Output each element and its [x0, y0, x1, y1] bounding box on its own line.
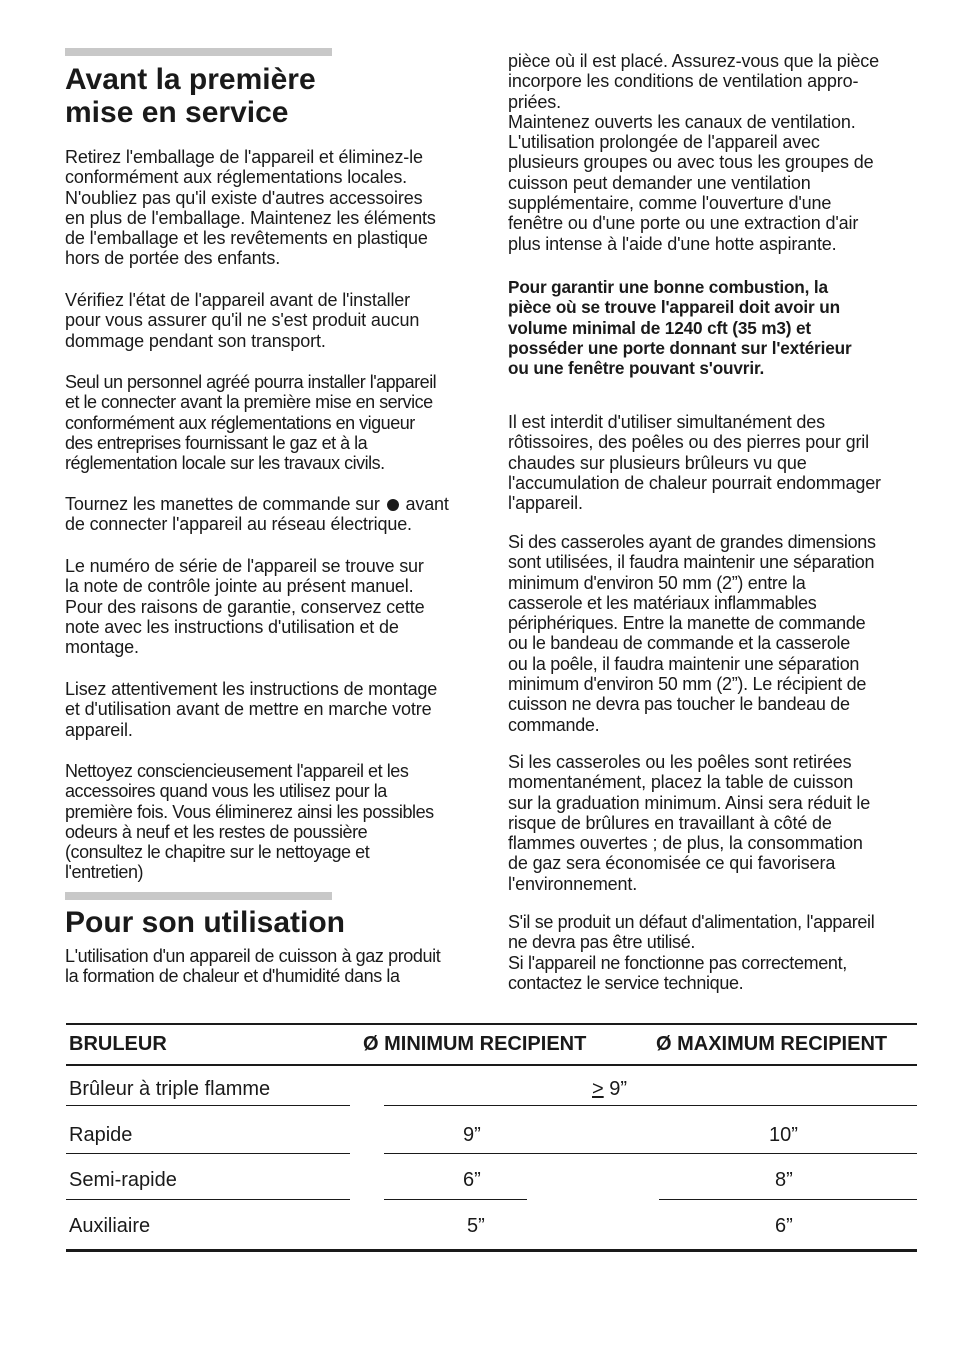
- table-row-burner: Semi-rapide: [69, 1169, 177, 1191]
- table-row-max: 8”: [775, 1169, 793, 1191]
- section-title-first-use: [65, 63, 316, 129]
- paragraph-pan-clearance: Si des casseroles ayant de grandes dimensions sont utilisées, il faudra maintenir une séparation minimum d'environ 50 mm (2”) entre la casserole et les matériaux inflammables périphériques. Entre la manette de commande ou le bandeau de commande et la casserole ou la poêle, il faudra maintenir une séparation minimum d'environ 50 mm (2”). Le récipient de cuisson ne devra pas toucher le bandeau de commande.: [508, 532, 876, 735]
- paragraph-inspection: Vérifiez l'état de l'appareil avant de l'installer pour vous assurer qu'il ne s'est produit aucun dommage pendant son transport.: [65, 290, 420, 351]
- paragraph-read-instructions: Lisez attentivement les instructions de montage et d'utilisation avant de mettre en marche votre appareil.: [65, 679, 438, 740]
- table-row-burner: Rapide: [69, 1124, 133, 1146]
- row-rule: [66, 1199, 350, 1200]
- header-min-recipient: Ø MINIMUM RECIPIENT: [363, 1033, 587, 1055]
- table-row-min: 9”: [463, 1124, 481, 1146]
- header-burner: BRULEUR: [69, 1033, 167, 1055]
- table-row-min: 9”: [609, 1078, 628, 1100]
- table-row-burner: Brûleur à triple flamme: [69, 1078, 271, 1100]
- row-rule: [384, 1105, 917, 1106]
- knobs-text-before: Tournez les manettes de commande sur: [65, 494, 380, 514]
- table-row-min-max-merged: [592, 1077, 627, 1101]
- table-top-rule: [66, 1023, 917, 1025]
- section-title-line1: Avant la première: [65, 63, 316, 96]
- paragraph-power-failure: S'il se produit un défaut d'alimentation, l'appareil ne devra pas être utilisé. Si l'appareil ne fonctionne pas correctement, contactez le service technique.: [508, 912, 875, 993]
- paragraph-pan-removed: Si les casseroles ou les poêles sont retirées momentanément, placez la table de cuisson sur la graduation minimum. Ainsi sera réduit le risque de brûlures en travaillant à côté de flammes ouvertes ; de plus, la consommation de gaz sera économisée ce qui favorisera l'environnement.: [508, 752, 871, 894]
- off-position-dot-icon: [387, 499, 399, 511]
- paragraph-usage-intro: L'utilisation d'un appareil de cuisson à gaz produit la formation de chaleur et d'humidité dans la: [65, 946, 441, 987]
- paragraph-cleaning: Nettoyez consciencieusement l'appareil et les accessoires quand vous les utilisez pour la première fois. Vous éliminerez ainsi les possibles odeurs à neuf et les restes de poussière (consultez le chapitre sur le nettoyage et l'entretien): [65, 761, 434, 883]
- section-title-line2: mise en service: [65, 96, 289, 129]
- section-title-usage: Pour son utilisation: [65, 906, 346, 939]
- paragraph-grill-warning: Il est interdit d'utiliser simultanément des rôtissoires, des poêles ou des pierres pour gril chaudes sur plusieurs brûleurs vu que l'accumulation de chaleur pourrait endommager l'appareil.: [508, 412, 881, 514]
- knobs-text-after: avant de connecter l'appareil au réseau électrique.: [65, 494, 449, 535]
- row-rule: [66, 1153, 350, 1154]
- section-rule-top: [65, 48, 332, 56]
- paragraph-knobs: [65, 494, 505, 535]
- paragraph-installer: Seul un personnel agréé pourra installer l'appareil et le connecter avant la première mise en service conformément aux réglementations en vigueur des entreprises fournissant le gaz et à la réglementation locale sur les travaux civils.: [65, 372, 437, 474]
- row-rule: [384, 1153, 917, 1154]
- table-row-min: 5”: [467, 1215, 485, 1237]
- table-row-burner: Auxiliaire: [69, 1215, 151, 1237]
- row-rule: [384, 1199, 527, 1200]
- header-max-recipient: Ø MAXIMUM RECIPIENT: [656, 1033, 888, 1055]
- table-row-max: 6”: [775, 1215, 793, 1237]
- paragraph-serial-number: Le numéro de série de l'appareil se trouve sur la note de contrôle jointe au présent manuel. Pour des raisons de garantie, conservez cette note avec les instructions d'utilisation et de montage.: [65, 556, 425, 658]
- paragraph-ventilation: pièce où il est placé. Assurez-vous que la pièce incorpore les conditions de ventilation appro- priées. Maintenez ouverts les canaux de ventilation. L'utilisation prolongée de l'appareil avec plusieurs groupes ou avec tous les groupes de cuisson peut demander une ventilation supplémentaire, comme l'ouverture d'une fenêtre ou d'une porte ou une extraction d'air plus intense à l'aide d'une hotte aspirante.: [508, 51, 880, 254]
- greater-equal-symbol: >: [592, 1078, 604, 1100]
- row-rule: [659, 1199, 917, 1200]
- table-row-min: 6”: [463, 1169, 481, 1191]
- paragraph-packaging: Retirez l'emballage de l'appareil et éliminez-le conformément aux réglementations locales. N'oubliez pas qu'il existe d'autres accessoires en plus de l'emballage. Maintenez les éléments de l'emballage et les revêtements en plastique hors de portée des enfants.: [65, 147, 436, 269]
- row-rule: [66, 1105, 350, 1106]
- table-bottom-rule: [66, 1249, 917, 1252]
- table-header-rule: [66, 1064, 917, 1066]
- section-rule-bottom: [65, 892, 332, 900]
- paragraph-combustion-warning: Pour garantir une bonne combustion, la pièce où se trouve l'appareil doit avoir un volume minimal de 1240 cft (35 m3) et posséder une porte donnant sur l'extérieur ou une fenêtre pouvant s'ouvrir.: [508, 277, 852, 379]
- table-row-max: 10”: [769, 1124, 798, 1146]
